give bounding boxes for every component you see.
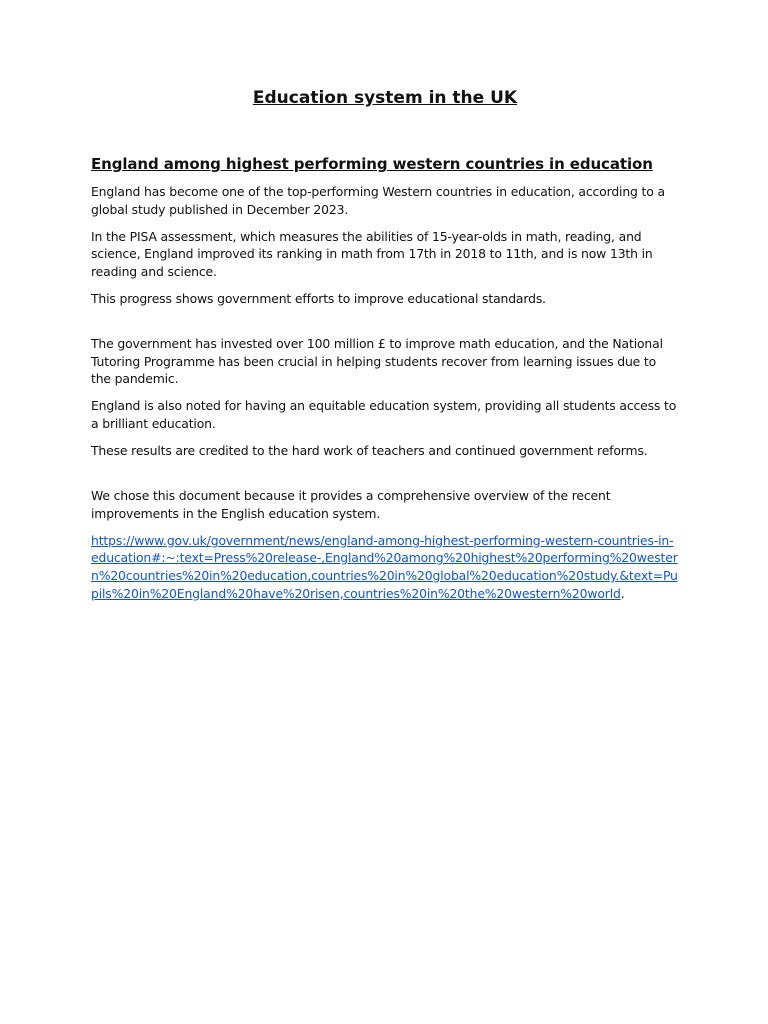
paragraph-spacer — [91, 317, 679, 335]
paragraph-credits: These results are credited to the hard work of teachers and continued government reforms. — [91, 443, 648, 459]
section-heading: England among highest performing western countries in education — [91, 155, 653, 173]
link-suffix: . — [620, 585, 625, 601]
source-paragraph — [91, 532, 679, 602]
paragraph-investment: The government has invested over 100 million £ to improve math education, and the National Tutoring Programme has been crucial in helping students recover from learning issues due to the pandemic. — [91, 336, 663, 387]
paragraph-spacer — [91, 469, 679, 487]
paragraph-pisa: In the PISA assessment, which measures the abilities of 15-year-olds in math, reading, and science, England improved its ranking in math from 17th in 2018 to 11th, and is now 13th in reading and science. — [91, 228, 653, 279]
document-body — [91, 86, 679, 612]
document-title: Education system in the UK — [252, 88, 518, 108]
paragraph-intro: England has become one of the top-performing Western countries in education, according to a global study published in December 2023. — [91, 184, 665, 217]
paragraph-reason: We chose this document because it provides a comprehensive overview of the recent improvements in the English education system. — [91, 488, 611, 521]
paragraph-progress: This progress shows government efforts to improve educational standards. — [91, 290, 546, 306]
source-link[interactable]: https://www.gov.uk/government/news/england-among-highest-performing-western-countries-in-education#:~:text=Press%20release-,England%20among%20highest%20performing%20western%20countries%20in%20education,countries%20in%20global%20education%20study.&text=Pupils%20in%20England%20have%20risen,countries%20in%20the%20western%20world — [91, 532, 678, 601]
paragraph-equitable: England is also noted for having an equitable education system, providing all students access to a brilliant education. — [91, 398, 677, 431]
